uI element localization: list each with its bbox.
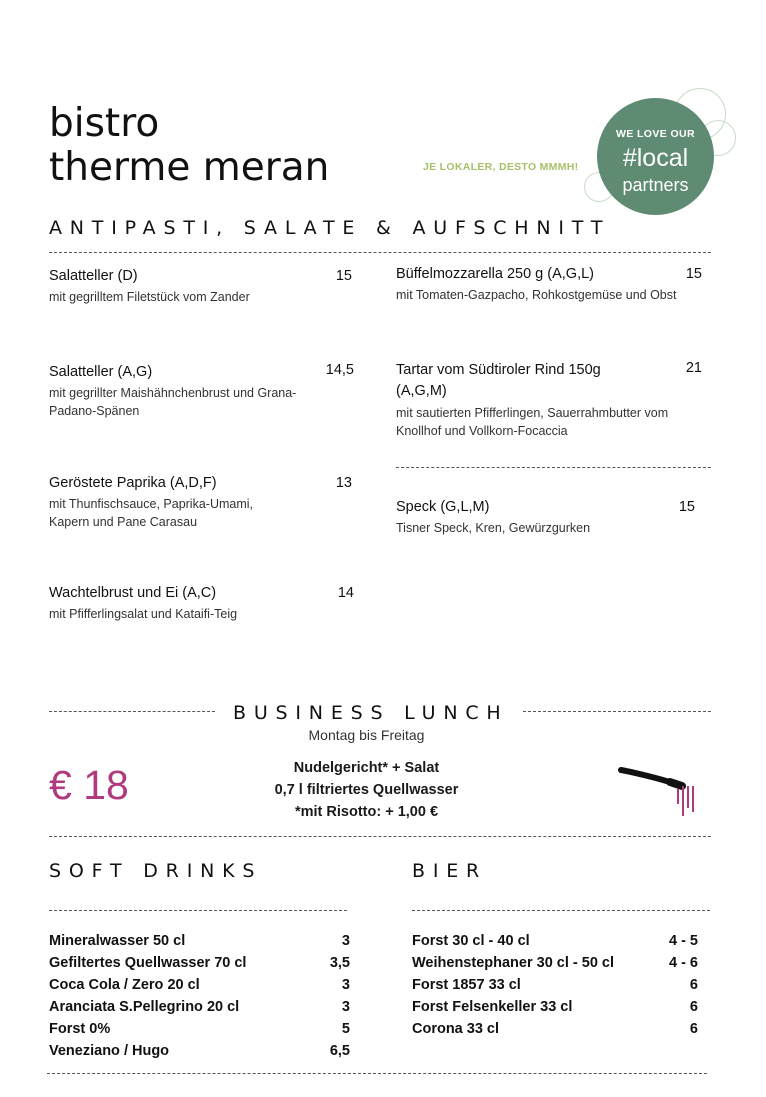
drink-price: 4 - 5: [668, 933, 698, 949]
list-item: [412, 952, 698, 974]
item-name: Tartar vom Südtiroler Rind 150g (A,G,M): [396, 362, 601, 399]
divider: [47, 1073, 707, 1074]
item-name: Speck (G,L,M): [396, 499, 490, 515]
list-item: [49, 952, 350, 974]
item-price: 13: [335, 475, 352, 491]
list-item: [49, 930, 350, 952]
divider: [49, 910, 347, 911]
drink-name: Veneziano / Hugo: [49, 1043, 170, 1059]
item-price: 15: [678, 499, 695, 515]
item-name: Salatteller (D): [49, 268, 138, 284]
drink-price: 3: [341, 977, 350, 993]
bier-title: BIER: [412, 860, 488, 882]
drink-price: 3: [341, 999, 350, 1015]
drink-name: Forst 1857 33 cl: [412, 977, 521, 993]
badge-line-2: #local: [622, 144, 689, 172]
local-partners-badge: [578, 84, 738, 214]
item-name: Geröstete Paprika (A,D,F): [49, 475, 217, 491]
menu-item: [49, 268, 354, 306]
item-description: mit Pfifferlingsalat und Kataifi-Teig: [49, 607, 238, 621]
divider: [49, 711, 215, 712]
list-item: [49, 1018, 350, 1040]
tagline: JE LOKALER, DESTO MMMH!: [423, 161, 579, 173]
restaurant-title: [49, 102, 329, 190]
divider: [412, 910, 710, 911]
item-price: 21: [685, 360, 702, 376]
menu-item: [49, 585, 354, 623]
drink-price: 4 - 6: [668, 955, 698, 971]
item-description: Tisner Speck, Kren, Gewürzgurken: [396, 521, 591, 535]
list-item: [49, 1040, 350, 1062]
list-item: [412, 974, 698, 996]
drink-name: Coca Cola / Zero 20 cl: [49, 977, 200, 993]
item-price: 14,5: [325, 362, 354, 378]
soft-drinks-list: [49, 930, 350, 1062]
item-description: mit Tomaten-Gazpacho, Rohkostgemüse und Obst: [396, 288, 677, 302]
business-lunch-details: [230, 757, 503, 823]
divider: [49, 252, 711, 253]
badge-circle: [597, 98, 714, 215]
list-item: [412, 930, 698, 952]
drink-name: Gefiltertes Quellwasser 70 cl: [49, 955, 247, 971]
drink-price: 6,5: [329, 1043, 350, 1059]
item-name: Wachtelbrust und Ei (A,C): [49, 585, 217, 601]
drink-price: 3: [341, 933, 350, 949]
menu-item: [396, 266, 702, 304]
antipasti-section-title: ANTIPASTI, SALATE & AUFSCHNITT: [49, 217, 611, 239]
item-price: 15: [335, 268, 352, 284]
drink-price: 6: [689, 999, 698, 1015]
badge-line-3: partners: [622, 175, 689, 195]
divider: [523, 711, 711, 712]
badge-line-1: WE LOVE OUR: [615, 128, 696, 140]
drink-name: Corona 33 cl: [412, 1021, 500, 1037]
drink-name: Forst Felsenkeller 33 cl: [412, 999, 573, 1015]
item-description: mit sautierten Pfifferlingen, Sauerrahmbutter vom Knollhof und Vollkorn-Focaccia: [396, 406, 669, 438]
item-description: mit gegrilltem Filetstück vom Zander: [49, 290, 250, 304]
drink-name: Forst 0%: [49, 1021, 111, 1037]
drink-price: 6: [689, 1021, 698, 1037]
title-line-2: therme meran: [49, 145, 330, 190]
bier-list: [412, 930, 698, 1040]
item-price: 15: [685, 266, 702, 282]
list-item: [49, 974, 350, 996]
item-name: Büffelmozzarella 250 g (A,G,L): [396, 266, 594, 282]
menu-item: [49, 364, 354, 420]
business-lunch-line-1: Nudelgericht* + Salat: [293, 760, 440, 776]
drink-price: 6: [689, 977, 698, 993]
title-line-1: bistro: [49, 101, 160, 146]
item-price: 14: [337, 585, 354, 601]
business-lunch-line-2: 0,7 l filtriertes Quellwasser: [274, 782, 459, 798]
item-description: mit Thunfischsauce, Paprika-Umami, Kapern und Pane Carasau: [49, 497, 254, 529]
business-lunch-title: BUSINESS LUNCH: [233, 702, 509, 724]
list-item: [49, 996, 350, 1018]
menu-item: [49, 475, 354, 531]
item-description: mit gegrillter Maishähnchenbrust und Grana-Padano-Spänen: [49, 386, 297, 418]
business-lunch-price: € 18: [49, 762, 129, 808]
drink-name: Weihenstephaner 30 cl - 50 cl: [412, 955, 615, 971]
menu-item: [396, 499, 695, 537]
item-name: Salatteller (A,G): [49, 364, 153, 380]
list-item: [412, 1018, 698, 1040]
drink-name: Mineralwasser 50 cl: [49, 933, 186, 949]
fork-icon: [618, 764, 700, 818]
drink-name: Aranciata S.Pellegrino 20 cl: [49, 999, 240, 1015]
drink-name: Forst 30 cl - 40 cl: [412, 933, 530, 949]
list-item: [412, 996, 698, 1018]
business-lunch-subtitle: Montag bis Freitag: [308, 727, 425, 743]
divider: [49, 836, 711, 837]
business-lunch-line-3: *mit Risotto: + 1,00 €: [294, 804, 439, 820]
menu-item: [396, 360, 702, 440]
drink-price: 5: [341, 1021, 350, 1037]
divider: [396, 467, 711, 468]
drink-price: 3,5: [329, 955, 350, 971]
soft-drinks-title: SOFT DRINKS: [49, 860, 263, 882]
